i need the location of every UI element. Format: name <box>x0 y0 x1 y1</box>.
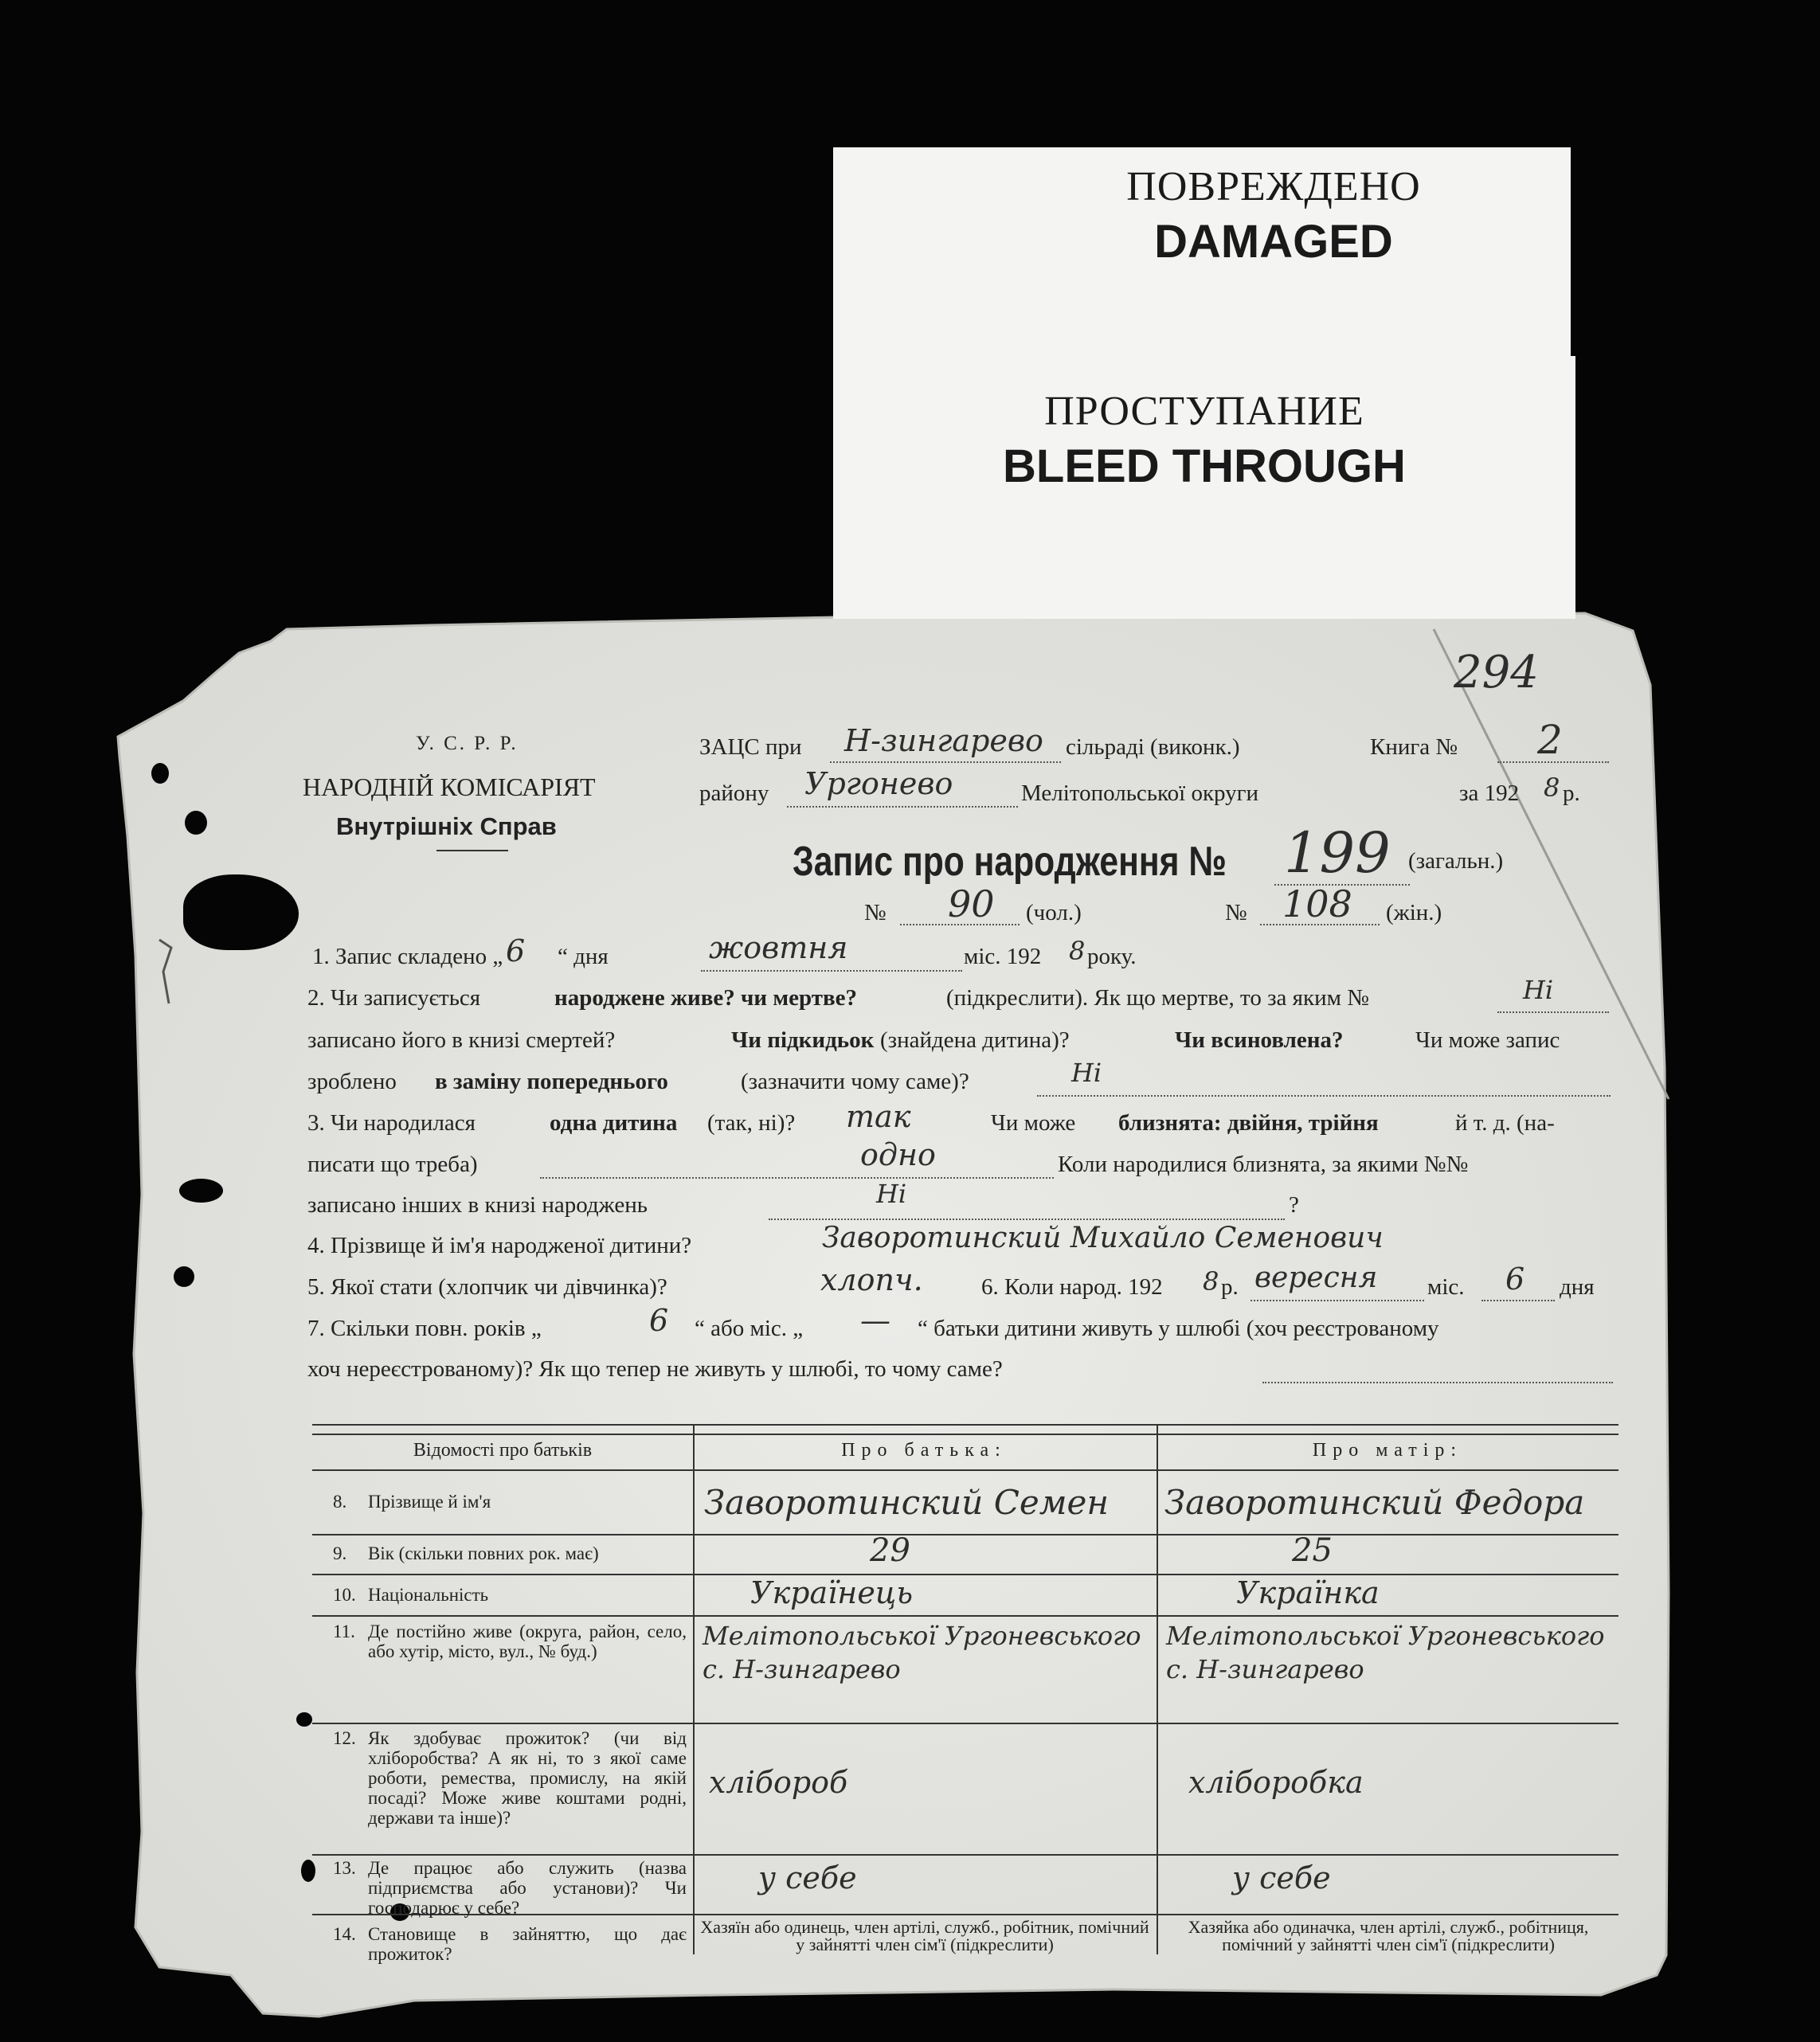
archive-number: 294 <box>1454 647 1539 698</box>
header-underline <box>436 850 508 851</box>
item2-handwritten: Ні <box>1523 975 1554 1005</box>
item2-line <box>1497 1011 1609 1013</box>
item3-bold-one: одна дитина <box>550 1110 678 1136</box>
ussr-label: У. С. Р. Р. <box>416 733 519 754</box>
item2-line3-a: зроблено <box>307 1069 397 1094</box>
item1-year-prefix: міс. 192 <box>964 944 1042 969</box>
mother-residence: Мелітопольської Ургоневського с. Н-зингарево <box>1166 1621 1605 1684</box>
item2-line3-c: (зазначити чому саме)? <box>741 1069 969 1094</box>
mother-occupation-status: Хазяйка або одиначка, член артілі, служб., робітниця, помічний у зайнятті член сім'ї (підкреслити) <box>1188 1917 1589 1954</box>
item5-handwritten: хлопч. <box>820 1262 923 1297</box>
item5-prefix: 5. Якої стати (хлопчик чи дівчинка)? <box>307 1274 667 1300</box>
parents-table: Відомості про батьків Про батька: Про матір: 8. Прізвище й ім'я Заворотинский Семен Заворотинский Федора 9. Вік (скільки повних рок. має) 29 25 10. Національність Українець Українка 11. Де постійно живе (округа, район, село, або хутір, місто, вул., № буд.) Мелітопольської Ургоневського с. Н-зингарево Мелітопольської Ургоневського с. Н-зингарево 12. Як здобуває прожиток? (чи від хліборобства? А як ні, то з якої саме роботи, ремества, промислу, на якій посаді? Може живе коштами родні, держави та інше)? хлібороб хліборобка 13. Де працює або служить (назва підприємства або установи)? Чи господарює у себе? у себе у себе 14. Становище в зайняттю, що дає прожиток? Хазяїн або одинець, член артілі, служб., робітник, помічний у зайнятті член сім'ї (підкреслити) Хазяйка або одиначка, член артілі, служб., робітниця, помічний у зайнятті член сім'ї (підкреслити) <box>312 1424 1618 1954</box>
item2-line3-handwritten: Ні <box>1071 1058 1102 1088</box>
mother-livelihood: хліборобка <box>1188 1765 1364 1800</box>
mother-nationality: Українка <box>1236 1575 1380 1610</box>
item6-year-suffix: р. <box>1221 1274 1239 1300</box>
father-nationality: Українець <box>750 1575 914 1610</box>
item3-line2-a: писати що треба) <box>307 1152 478 1177</box>
item3-line2-b: Коли народилися близнята, за якими №№ <box>1058 1152 1469 1177</box>
item1-year-suffix: року. <box>1087 944 1137 969</box>
district-line <box>787 806 1018 808</box>
item6-day-line <box>1481 1300 1555 1301</box>
district-suffix: Мелітопольської округи <box>1021 780 1259 806</box>
damaged-label-en: DAMAGED <box>1154 216 1393 268</box>
father-age: 29 <box>870 1532 910 1569</box>
bleed-through-label-ru: ПРОСТУПАНИЕ <box>1044 389 1364 434</box>
item3-line2-line <box>540 1177 1054 1179</box>
item7-line2: хоч нереєстрованому)? Як що тепер не живуть у шлюбі, то чому саме? <box>307 1356 1003 1382</box>
affairs-label: Внутрішніх Справ <box>336 812 557 840</box>
item1-day-suffix: “ дня <box>558 944 609 969</box>
damaged-label-ru: ПОВРЕЖДЕНО <box>1126 164 1421 209</box>
female-number-handwritten: 108 <box>1282 882 1352 925</box>
item7-months-handwritten: — <box>860 1303 890 1338</box>
item7-line2-line <box>1262 1382 1613 1383</box>
male-number-handwritten: 90 <box>948 882 995 925</box>
general-label: (загальн.) <box>1408 848 1504 874</box>
item6-day-handwritten: 6 <box>1505 1262 1525 1297</box>
item7-suffix: “ батьки дитини живуть у шлюбі (хоч реєстрованому <box>918 1316 1439 1341</box>
item3-yes-no: (так, ні)? <box>707 1110 796 1136</box>
item1-year-handwritten: 8 <box>1069 936 1086 966</box>
item7-prefix: 7. Скільки повн. років „ <box>307 1316 542 1341</box>
item3-line3-line <box>769 1219 1285 1220</box>
item3-line2-handwritten: одно <box>860 1137 936 1172</box>
year-prefix: за 192 <box>1459 780 1520 806</box>
item3-handwritten: так <box>846 1099 911 1134</box>
item1-prefix: 1. Запис складено „ <box>312 944 503 969</box>
item2-line2-d: Чи всиновлена? <box>1175 1027 1344 1053</box>
item3-line3-a: записано інших в книзі народжень <box>307 1192 648 1218</box>
zags-prefix: ЗАЦС при <box>699 734 802 760</box>
item2-bold: народжене живе? чи мертве? <box>554 985 858 1011</box>
item2-suffix: (підкреслити). Як що мертве, то за яким № <box>946 985 1369 1011</box>
item6-year-handwritten: 8 <box>1203 1266 1219 1297</box>
father-residence: Мелітопольської Ургоневського с. Н-зингарево <box>703 1621 1141 1684</box>
item3-prefix: 3. Чи народилася <box>307 1110 476 1136</box>
item3-etc: й т. д. (на- <box>1455 1110 1555 1136</box>
year-suffix: р. <box>1563 780 1580 806</box>
commissariat-label: НАРОДНІЙ КОМІСАРІЯТ <box>303 773 596 801</box>
item7-years-handwritten: 6 <box>649 1303 669 1338</box>
father-livelihood: хлібороб <box>709 1765 848 1800</box>
mother-name: Заворотинский Федора <box>1164 1483 1585 1522</box>
item6-month-suffix: міс. <box>1427 1274 1465 1300</box>
item1-day-handwritten: 6 <box>506 933 526 968</box>
book-handwritten: 2 <box>1537 717 1563 763</box>
record-title: Запис про народження № <box>793 839 1227 885</box>
item6-prefix: 6. Коли народ. 192 <box>981 1274 1163 1300</box>
male-number-label: (чол.) <box>1026 900 1082 925</box>
district-prefix: району <box>699 780 769 806</box>
zags-line <box>830 761 1061 763</box>
mother-workplace: у себе <box>1232 1860 1331 1895</box>
column-header-mother: Про матір: <box>1312 1440 1463 1461</box>
item2-line2-b: Чи підкидьок <box>731 1027 875 1053</box>
male-number-sign: № <box>864 900 887 925</box>
year-handwritten: 8 <box>1544 773 1560 803</box>
item6-month-handwritten: вересня <box>1254 1262 1378 1294</box>
father-workplace: у себе <box>758 1860 857 1895</box>
item3-line3-b: ? <box>1289 1192 1299 1218</box>
item6-month-line <box>1251 1300 1424 1301</box>
zags-suffix: сільраді (виконк.) <box>1066 734 1240 760</box>
item3-bold-twins: близнята: двійня, трійня <box>1118 1110 1379 1136</box>
bleed-through-label-en: BLEED THROUGH <box>1003 440 1406 492</box>
item2-line3-line <box>1037 1095 1611 1097</box>
female-number-sign: № <box>1225 900 1247 925</box>
column-header-father: Про батька: <box>841 1440 1007 1461</box>
item4-handwritten: Заворотинский Михайло Семенович <box>822 1222 1384 1254</box>
item3-maybe: Чи може <box>991 1110 1076 1136</box>
item7-months-prefix: “ або міс. „ <box>695 1316 804 1341</box>
item1-month-handwritten: жовтня <box>709 930 848 965</box>
record-number-handwritten: 199 <box>1284 820 1391 886</box>
female-number-label: (жін.) <box>1386 900 1442 925</box>
district-handwritten: Ургонево <box>804 766 953 801</box>
item2-line2-c: (знайдена дитина)? <box>880 1027 1070 1053</box>
item2-line3-b: в заміну попереднього <box>435 1069 668 1094</box>
item4-prefix: 4. Прізвище й ім'я народженої дитини? <box>307 1233 692 1258</box>
book-label: Книга № <box>1370 734 1458 760</box>
item2-line2-a: записано його в книзі смертей? <box>307 1027 616 1053</box>
item2-prefix: 2. Чи записується <box>307 985 481 1011</box>
item1-month-line <box>701 970 962 972</box>
column-header-info: Відомості про батьків <box>413 1440 593 1461</box>
item2-line2-e: Чи може запис <box>1415 1027 1560 1053</box>
mother-age: 25 <box>1292 1532 1333 1569</box>
zags-handwritten: Н-зингарево <box>844 723 1043 758</box>
father-occupation-status: Хазяїн або одинець, член артілі, служб., робітник, помічний у зайнятті член сім'ї (підкреслити) <box>700 1917 1149 1954</box>
father-name: Заворотинский Семен <box>704 1483 1110 1522</box>
item3-line3-handwritten: Ні <box>876 1179 907 1209</box>
item6-day-suffix: дня <box>1560 1274 1595 1300</box>
